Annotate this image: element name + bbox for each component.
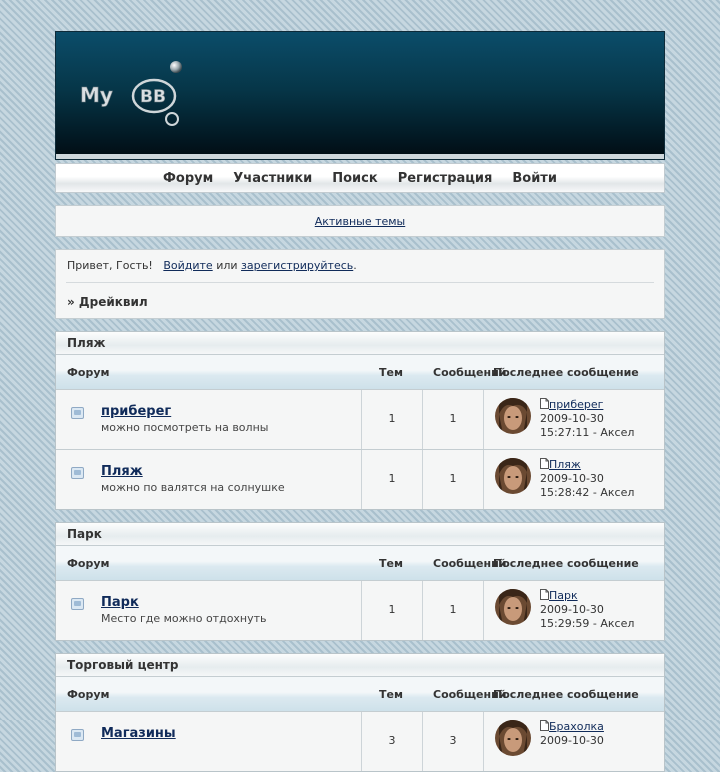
last-post-date: 2009-10-30 xyxy=(540,412,604,425)
last-post-date: 2009-10-30 xyxy=(540,472,604,485)
forum-status-icon xyxy=(71,404,84,416)
last-thread-link[interactable]: приберег xyxy=(549,398,604,411)
last-post-info xyxy=(540,589,634,631)
header-last-post: Последнее сообщение xyxy=(493,688,639,701)
period-text: . xyxy=(353,259,357,272)
header-last-post: Последнее сообщение xyxy=(493,366,639,379)
forum-status-icon xyxy=(71,595,84,607)
nav-search[interactable]: Поиск xyxy=(332,170,378,186)
category-title: Торговый центр xyxy=(56,654,664,677)
last-post-time-user: 15:27:11 - Аксел xyxy=(540,426,635,439)
header-last-post: Последнее сообщение xyxy=(493,557,639,570)
topic-count: 3 xyxy=(388,734,396,747)
column-divider xyxy=(483,581,484,640)
last-post-info xyxy=(540,398,634,440)
last-post-date: 2009-10-30 xyxy=(540,603,604,616)
header-forum: Форум xyxy=(67,688,110,701)
header-forum: Форум xyxy=(67,557,110,570)
document-icon xyxy=(540,589,549,602)
or-text: или xyxy=(216,259,238,272)
column-divider xyxy=(483,450,484,509)
breadcrumb: » Дрейквил xyxy=(67,295,148,309)
user-avatar[interactable] xyxy=(495,720,531,756)
column-divider xyxy=(483,712,484,771)
last-post-info xyxy=(540,458,634,500)
forum-description: Место где можно отдохнуть xyxy=(101,612,267,625)
post-count: 3 xyxy=(449,734,457,747)
page-wrapper xyxy=(55,31,665,772)
post-count: 1 xyxy=(449,603,457,616)
last-thread-line xyxy=(540,458,634,472)
forum-row xyxy=(56,450,664,509)
divider xyxy=(66,282,654,283)
document-icon xyxy=(540,458,549,471)
header-posts: Сообщений xyxy=(433,688,507,701)
column-divider xyxy=(483,390,484,449)
last-thread-link[interactable]: Парк xyxy=(549,589,578,602)
user-avatar[interactable] xyxy=(495,458,531,494)
last-post-time-user: 15:29:59 - Аксел xyxy=(540,617,635,630)
forum-name-link[interactable]: Пляж xyxy=(101,464,143,479)
user-avatar[interactable] xyxy=(495,398,531,434)
svg-text:My: My xyxy=(80,83,113,107)
forum-categories xyxy=(55,331,665,772)
welcome-panel xyxy=(55,249,665,319)
post-count: 1 xyxy=(449,412,457,425)
greeting-line xyxy=(67,259,357,272)
header-topics: Тем xyxy=(379,557,403,570)
last-thread-line xyxy=(540,398,634,412)
active-topics-link[interactable]: Активные темы xyxy=(314,214,406,228)
nav-register[interactable]: Регистрация xyxy=(397,170,493,186)
forum-status-icon xyxy=(71,726,84,738)
category-title: Пляж xyxy=(56,332,664,355)
active-topics-bar xyxy=(55,205,665,237)
forum-description: можно по валятся на солнушке xyxy=(101,481,285,494)
document-icon xyxy=(540,398,549,411)
table-header xyxy=(56,677,664,712)
category-block xyxy=(55,653,665,772)
svg-text:BB: BB xyxy=(140,87,166,107)
mybb-logo xyxy=(80,58,190,132)
last-post-time-user: 15:28:42 - Аксел xyxy=(540,486,635,499)
last-thread-link[interactable]: Брахолка xyxy=(549,720,604,733)
category-block xyxy=(55,331,665,510)
forum-name-link[interactable]: Магазины xyxy=(101,726,176,741)
header-posts: Сообщений xyxy=(433,366,507,379)
forum-row xyxy=(56,390,664,450)
forum-name-link[interactable]: приберег xyxy=(101,404,172,419)
forum-row xyxy=(56,581,664,640)
header-banner xyxy=(55,31,665,160)
topic-count: 1 xyxy=(388,603,396,616)
last-thread-line xyxy=(540,720,604,734)
header-topics: Тем xyxy=(379,688,403,701)
forum-name-link[interactable]: Парк xyxy=(101,595,139,610)
greeting-text: Привет, Гость! xyxy=(67,259,153,272)
topic-count: 1 xyxy=(388,412,396,425)
nav-login[interactable]: Войти xyxy=(512,170,557,186)
forum-row xyxy=(56,712,664,771)
last-post-date: 2009-10-30 xyxy=(540,734,604,747)
main-nav xyxy=(55,163,665,193)
last-post-info xyxy=(540,720,604,748)
nav-forum[interactable]: Форум xyxy=(163,170,214,186)
user-avatar[interactable] xyxy=(495,589,531,625)
document-icon xyxy=(540,720,549,733)
login-link[interactable]: Войдите xyxy=(163,259,213,272)
table-header xyxy=(56,546,664,581)
category-block xyxy=(55,522,665,641)
header-topics: Тем xyxy=(379,366,403,379)
topic-count: 1 xyxy=(388,472,396,485)
category-title: Парк xyxy=(56,523,664,546)
forum-status-icon xyxy=(71,464,84,476)
last-thread-line xyxy=(540,589,634,603)
header-forum: Форум xyxy=(67,366,110,379)
table-header xyxy=(56,355,664,390)
last-thread-link[interactable]: Пляж xyxy=(549,458,581,471)
forum-description: можно посмотреть на волны xyxy=(101,421,269,434)
register-link[interactable]: зарегистрируйтесь xyxy=(241,259,354,272)
header-posts: Сообщений xyxy=(433,557,507,570)
post-count: 1 xyxy=(449,472,457,485)
nav-members[interactable]: Участники xyxy=(233,170,313,186)
